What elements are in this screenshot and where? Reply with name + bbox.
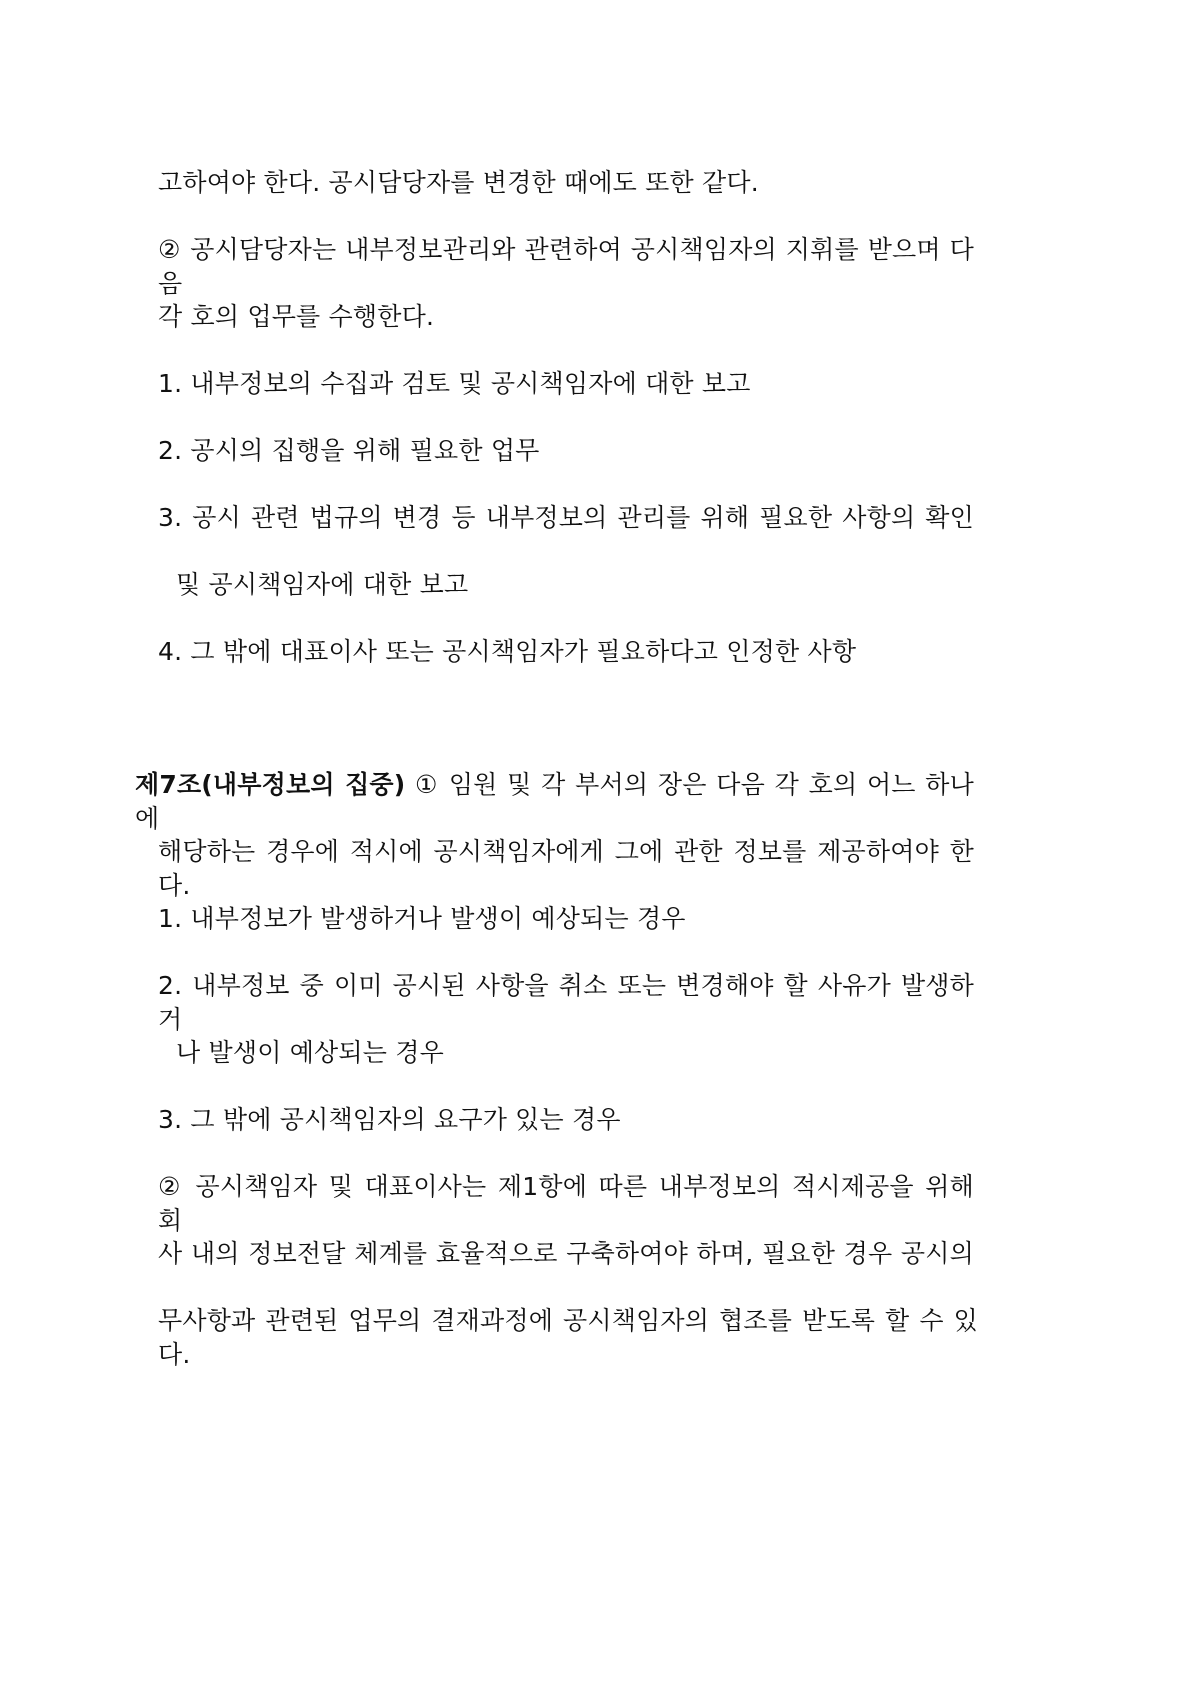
article6-para2-line1: ② 공시담당자는 내부정보관리와 관련하여 공시책임자의 지휘를 받으며 다음 — [158, 235, 974, 298]
article7-para2-line3: 무사항과 관련된 업무의 결재과정에 공시책임자의 협조를 받도록 할 수 있다. — [158, 1306, 978, 1369]
article7-para2-line1: ② 공시책임자 및 대표이사는 제1항에 따른 내부정보의 적시제공을 위해 회 — [158, 1172, 974, 1235]
article7-para1-text: ① 임원 및 각 부서의 장은 다음 각 호의 어느 하나에 — [135, 770, 974, 833]
article6-item-4: 4. 그 밖에 대표이사 또는 공시책임자가 필요하다고 인정한 사항 — [158, 637, 857, 666]
article7-item-2-line1: 2. 내부정보 중 이미 공시된 사항을 취소 또는 변경해야 할 사유가 발생하거 — [158, 971, 974, 1034]
article6-item-3-line1: 3. 공시 관련 법규의 변경 등 내부정보의 관리를 위해 필요한 사항의 확인 — [158, 503, 974, 532]
article7-item-3: 3. 그 밖에 공시책임자의 요구가 있는 경우 — [158, 1105, 621, 1134]
article7-item-2-line2: 나 발생이 예상되는 경우 — [176, 1038, 444, 1067]
article7-para1-line1 — [135, 768, 974, 836]
article6-para1-continuation: 고하여야 한다. 공시담당자를 변경한 때에도 또한 같다. — [158, 168, 759, 197]
article7-item-1: 1. 내부정보가 발생하거나 발생이 예상되는 경우 — [158, 904, 686, 933]
article6-item-2: 2. 공시의 집행을 위해 필요한 업무 — [158, 436, 540, 465]
article7-heading: 제7조(내부정보의 집중) — [135, 770, 406, 799]
article6-item-3-line2: 및 공시책임자에 대한 보고 — [176, 570, 469, 599]
article6-item-1: 1. 내부정보의 수집과 검토 및 공시책임자에 대한 보고 — [158, 369, 751, 398]
article6-para2-line2: 각 호의 업무를 수행한다. — [158, 302, 435, 331]
article7-para1-line2: 해당하는 경우에 적시에 공시책임자에게 그에 관한 정보를 제공하여야 한다. — [158, 837, 974, 900]
article7-para2-line2: 사 내의 정보전달 체계를 효율적으로 구축하여야 하며, 필요한 경우 공시의 — [158, 1239, 974, 1268]
